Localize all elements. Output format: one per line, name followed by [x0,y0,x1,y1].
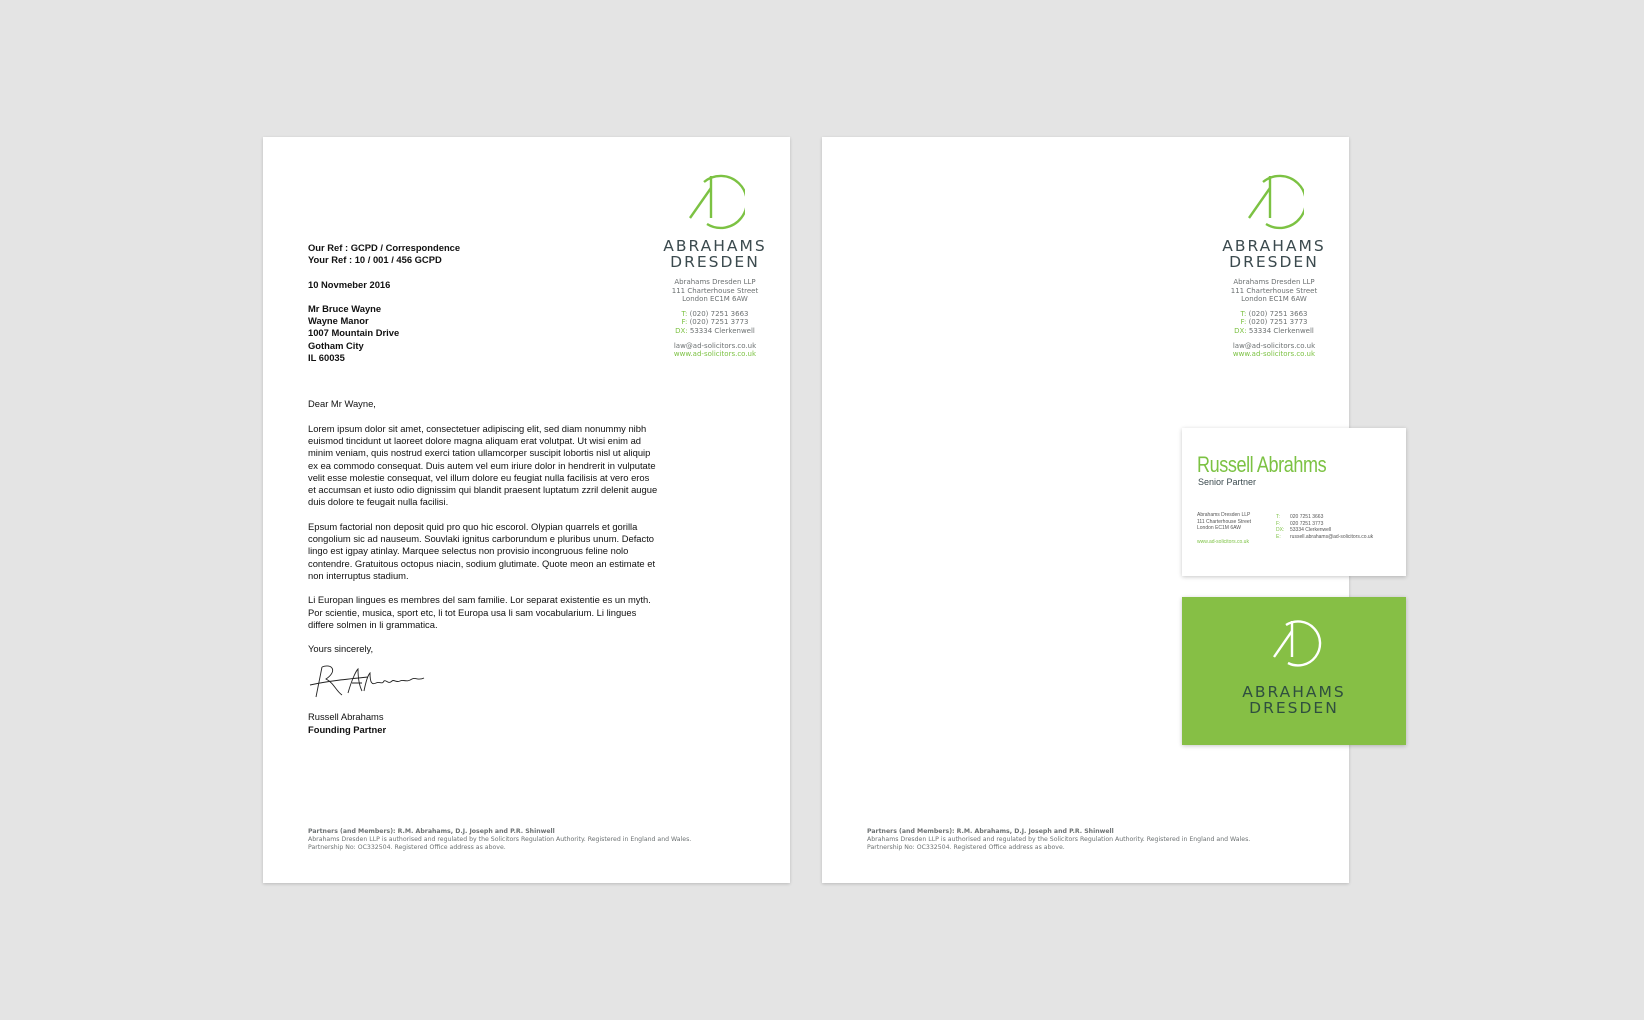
wordmark-line-1: ABRAHAMS [1242,683,1346,701]
wordmark-line-2: DRESDEN [670,253,760,271]
recipient-line: Wayne Manor [308,315,369,327]
firm-website: www.ad-solicitors.co.uk [1232,350,1316,359]
firm-online [660,342,770,359]
address-line: Abrahams Dresden LLP [674,278,756,286]
card-address-line: 111 Charterhouse Street [1197,518,1252,525]
wordmark [660,238,770,270]
address-line: 111 Charterhouse Street [1230,286,1318,295]
telephone-label: T: [681,309,688,318]
firm-address [1219,278,1329,304]
firm-email: law@ad-solicitors.co.uk [673,341,757,350]
letterhead-brand [1219,172,1329,359]
card-back-brand [1182,619,1406,716]
card-address-line: Abrahams Dresden LLP [1197,512,1251,518]
telephone-label: T: [1240,309,1247,318]
card-person-name: Russell Abrahms [1197,452,1327,477]
signer-title: Founding Partner [308,723,387,735]
recipient-line: 1007 Mountain Drive [308,327,400,339]
firm-contact [1219,310,1329,336]
signer-name: Russell Abrahams [308,711,384,723]
abrahams-dresden-logo-icon [1262,619,1326,669]
footer-regulation: Abrahams Dresden LLP is authorised and regulated by the Solicitors Regulation Authority. Registered in England and Wales. [308,836,692,844]
firm-contact [660,310,770,336]
recipient-line: IL 60035 [308,352,345,364]
salutation: Dear Mr Wayne, [308,398,376,410]
dx-value: 53334 Clerkenwell [689,326,755,335]
card-email-label: E: [1276,533,1281,540]
address-line: 111 Charterhouse Street [671,286,759,295]
card-telephone-label: T: [1276,514,1280,520]
wordmark-line-2: DRESDEN [1249,699,1339,717]
your-reference: Your Ref : 10 / 001 / 456 GCPD [308,254,442,266]
recipient-address [308,303,658,364]
wordmark-line-1: ABRAHAMS [663,237,767,255]
wordmark-line-2: DRESDEN [1229,253,1319,271]
address-line: Abrahams Dresden LLP [1233,278,1315,286]
wordmark-line-1: ABRAHAMS [1222,237,1326,255]
footer-partners: Partners (and Members): R.M. Abrahams, D.J. Joseph and P.R. Shinwell [867,828,1114,835]
wordmark [1219,238,1329,270]
footer-partners: Partners (and Members): R.M. Abrahams, D.J. Joseph and P.R. Shinwell [308,828,555,835]
card-fax-label: F: [1276,520,1281,527]
abrahams-dresden-logo-icon [1244,172,1304,232]
firm-online [1219,342,1329,359]
business-card-back [1182,597,1406,745]
fax-label: F: [1240,318,1247,327]
paragraph-1: Lorem ipsum dolor sit amet, consectetuer adipiscing elit, sed diam nonummy nibh euismod tincidunt ut laoreet dolore magna aliquam erat volutpat. Ut wisi enim ad minim veniam, quis nostrud exerci tation ullamcorper suscipit lobortis nisl ut aliquip ex ea commodo consequat. Duis autem vel eum iriure dolor in hendrerit in vulputate velit esse molestie consequat, vel illum dolore eu feugiat nulla facilisis at vero eros et accumsan et iusto odio dignissim qui blandit praesent luptatum zzril delenit augue duis dolore te feugait nulla facilisi. [308,422,658,508]
card-address-line: London EC1M 6AW [1197,525,1242,531]
address-line: London EC1M 6AW [1241,295,1307,304]
letterhead-footer [867,828,1327,853]
handwritten-signature-icon [308,661,428,703]
paragraph-3: Li Europan lingues es membres del sam familie. Lor separat existentie es un myth. Por scientie, musica, sport etc, li tot Europa usa li sam vocabularium. Li lingues differe solmen in li grammatica. [308,594,651,630]
footer-partnership: Partnership No: OC332504. Registered Office address as above. [867,844,1065,852]
fax-value: (020) 7251 3773 [1248,318,1308,327]
letterhead-sheet-with-letter [263,137,790,883]
letterhead-footer [308,828,768,853]
address-line: London EC1M 6AW [682,295,748,304]
firm-address [660,278,770,304]
abrahams-dresden-logo-icon [685,172,745,232]
fax-label: F: [681,318,688,327]
recipient-line: Mr Bruce Wayne [308,302,382,314]
footer-partnership: Partnership No: OC332504. Registered Office address as above. [308,844,506,852]
firm-website: www.ad-solicitors.co.uk [673,350,757,359]
dx-label: DX: [675,326,688,335]
card-fax-value: 020 7251 3773 [1290,520,1324,527]
card-address [1197,512,1251,532]
paragraph-2: Epsum factorial non deposit quid pro quo hic escorol. Olypian quarrels et gorilla congolium sic ad nauseum. Souvlaki ignitus carborundum e pluribus unum. Defacto lingo est igpay atinlay. Marquee selectus non provisio incongruous feline nolo contendre. Gratuitous octopus niacin, sodium glutimate. Quote meon an estimate et non interruptus stadium. [308,520,656,581]
footer-regulation: Abrahams Dresden LLP is authorised and regulated by the Solicitors Regulation Authority. Registered in England and Wales. [867,836,1251,844]
letter-date: 10 Novmeber 2016 [308,278,391,290]
fax-value: (020) 7251 3773 [689,318,749,327]
card-dx-label: DX: [1276,527,1285,533]
recipient-line: Gotham City [308,339,364,351]
dx-label: DX: [1234,326,1247,335]
our-reference: Our Ref : GCPD / Correspondence [308,242,461,253]
card-dx-value: 53334 Clerkenwell [1290,527,1332,533]
card-telephone-value: 020 7251 3663 [1290,514,1324,520]
business-card-front [1182,428,1406,576]
dx-value: 53334 Clerkenwell [1248,326,1314,335]
card-person-role: Senior Partner [1198,477,1257,487]
closing: Yours sincerely, [308,643,374,655]
firm-email: law@ad-solicitors.co.uk [1232,341,1316,350]
card-email-value: russell.abrahams@ad-solicitors.co.uk [1290,533,1374,540]
letter-body [308,242,658,736]
letterhead-brand [660,172,770,359]
card-website: www.ad-solicitors.co.uk [1197,539,1249,545]
telephone-value: (020) 7251 3663 [689,309,749,318]
card-contact [1276,514,1373,540]
telephone-value: (020) 7251 3663 [1248,309,1308,318]
card-wordmark [1182,684,1406,716]
